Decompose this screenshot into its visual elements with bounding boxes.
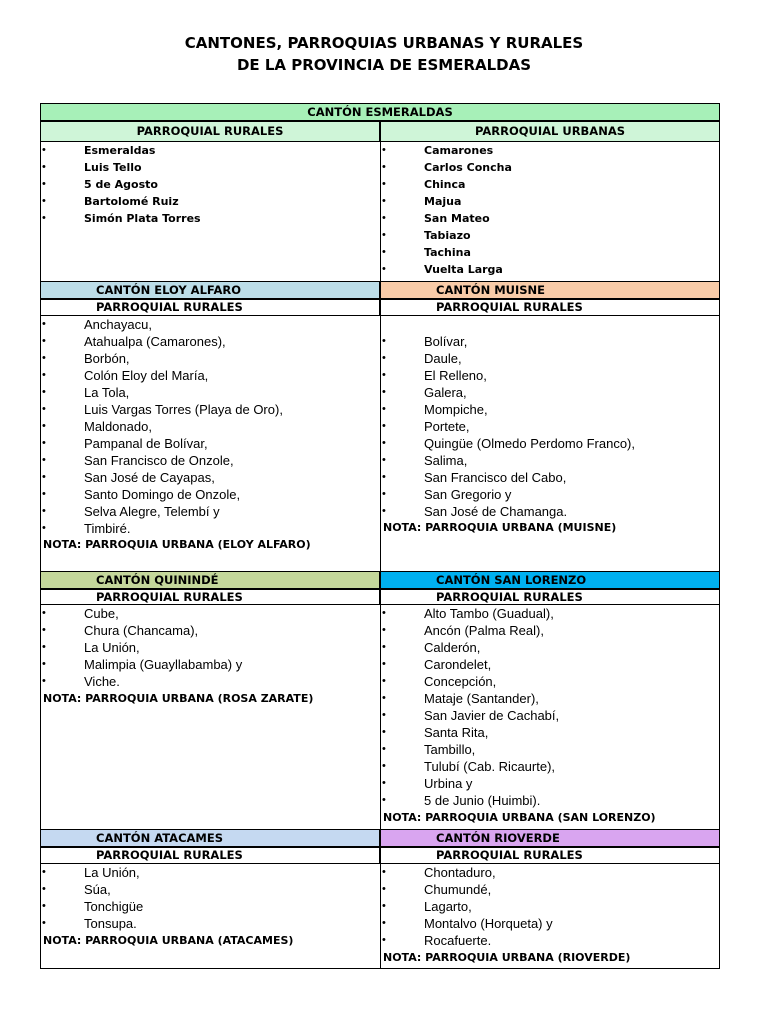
list-item-label: Luis Vargas Torres (Playa de Oro),	[84, 402, 283, 417]
list-item	[382, 227, 712, 244]
esmeraldas-urbanas-header: PARROQUIAL URBANAS	[380, 121, 720, 142]
list-item	[42, 915, 372, 932]
list-item-label: Urbina y	[424, 776, 473, 791]
bullet-icon: •	[42, 505, 46, 517]
list-item	[382, 210, 712, 227]
list-item	[382, 193, 712, 210]
list-item-label: Chumundé,	[424, 882, 492, 897]
list-item-label: Viche.	[84, 674, 120, 689]
list-item-label: Pampanal de Bolívar,	[84, 436, 208, 451]
list-item	[382, 176, 712, 193]
bullet-icon: •	[382, 369, 386, 381]
bullet-icon: •	[42, 454, 46, 466]
bullet-icon: •	[382, 709, 386, 721]
list-item	[382, 881, 712, 898]
list-item	[382, 792, 712, 809]
list-item-label: La Tola,	[84, 385, 130, 400]
list-item	[382, 261, 712, 278]
list-item-label: Cube,	[84, 606, 119, 621]
list-item	[382, 142, 712, 159]
list-item-label: Carondelet,	[424, 657, 492, 672]
list-item-label: Súa,	[84, 882, 111, 897]
canton-rioverde-header: CANTÓN RIOVERDE	[380, 829, 720, 847]
list-item	[42, 881, 372, 898]
list-item	[382, 758, 712, 775]
list-item-label: Chura (Chancama),	[84, 623, 199, 638]
list-item	[382, 503, 712, 520]
bullet-icon: •	[42, 318, 46, 330]
bullet-icon: •	[42, 883, 46, 895]
bullet-icon: •	[42, 403, 46, 415]
bullet-icon: •	[42, 607, 46, 619]
list-item-label: Anchayacu,	[84, 317, 152, 332]
list-item-label: Colón Eloy del María,	[84, 368, 209, 383]
list-item-label: Bolívar,	[424, 334, 468, 349]
list-item	[42, 350, 372, 367]
list-item	[42, 864, 372, 881]
bullet-icon: •	[42, 369, 46, 381]
bullet-icon: •	[382, 607, 386, 619]
bullet-icon: •	[382, 488, 386, 500]
list-item	[42, 656, 372, 673]
list-item-label: Alto Tambo (Guadual),	[424, 606, 554, 621]
list-item-label: Majua	[424, 195, 462, 208]
list-item	[382, 469, 712, 486]
bullet-icon: •	[382, 229, 386, 241]
list-item	[42, 384, 372, 401]
list-item-label: Tulubí (Cab. Ricaurte),	[424, 759, 556, 774]
bullet-icon: •	[382, 692, 386, 704]
bullet-icon: •	[382, 777, 386, 789]
list-item	[382, 898, 712, 915]
list-item	[42, 605, 372, 622]
list-item	[42, 142, 372, 159]
list-item	[42, 333, 372, 350]
bullet-icon: •	[42, 675, 46, 687]
bullet-icon: •	[42, 624, 46, 636]
bullet-icon: •	[382, 675, 386, 687]
list-item-label: 5 de Junio (Huimbi).	[424, 793, 541, 808]
list-item	[382, 656, 712, 673]
rioverde-nota: NOTA: PARROQUIA URBANA (RIOVERDE)	[383, 951, 631, 964]
bullet-icon: •	[42, 658, 46, 670]
list-item-label: Simón Plata Torres	[84, 212, 201, 225]
list-item-label: Portete,	[424, 419, 470, 434]
bullet-icon: •	[382, 658, 386, 670]
list-item	[382, 350, 712, 367]
list-item	[42, 520, 372, 537]
san-lorenzo-rurales-header: PARROQUIAL RURALES	[380, 589, 720, 605]
list-item-label: Camarones	[424, 144, 494, 157]
list-item-label: Galera,	[424, 385, 467, 400]
bullet-icon: •	[42, 161, 46, 173]
bullet-icon: •	[382, 743, 386, 755]
list-item-label: Tonchigüe	[84, 899, 144, 914]
atacames-nota: NOTA: PARROQUIA URBANA (ATACAMES)	[43, 934, 294, 947]
esmeraldas-urbanas-list	[382, 142, 712, 278]
muisne-nota: NOTA: PARROQUIA URBANA (MUISNE)	[383, 521, 617, 534]
list-item	[42, 486, 372, 503]
bullet-icon: •	[42, 437, 46, 449]
bullet-icon: •	[382, 794, 386, 806]
list-item-label: La Unión,	[84, 865, 140, 880]
bullet-icon: •	[42, 917, 46, 929]
bullet-icon: •	[382, 437, 386, 449]
bullet-icon: •	[382, 212, 386, 224]
list-item	[382, 452, 712, 469]
list-item-label: Borbón,	[84, 351, 130, 366]
bullet-icon: •	[42, 144, 46, 156]
list-item	[382, 915, 712, 932]
quininde-rurales-list	[42, 605, 372, 690]
atacames-rurales-list	[42, 864, 372, 932]
list-item-label: Tachina	[424, 246, 471, 259]
list-item-label: Tabiazo	[424, 229, 471, 242]
list-item	[382, 707, 712, 724]
esmeraldas-rurales-list	[42, 142, 372, 227]
list-item-label: Luis Tello	[84, 161, 142, 174]
eloy-alfaro-nota: NOTA: PARROQUIA URBANA (ELOY ALFARO)	[43, 538, 311, 551]
list-item	[42, 367, 372, 384]
list-item-label: Santo Domingo de Onzole,	[84, 487, 241, 502]
list-item-label: San Mateo	[424, 212, 490, 225]
list-item	[42, 469, 372, 486]
list-item	[42, 435, 372, 452]
list-item-label: Quingüe (Olmedo Perdomo Franco),	[424, 436, 635, 451]
eloy-alfaro-rurales-list	[42, 316, 372, 537]
bullet-icon: •	[42, 522, 46, 534]
list-item	[382, 775, 712, 792]
canton-san-lorenzo-header: CANTÓN SAN LORENZO	[380, 571, 720, 589]
bullet-icon: •	[382, 934, 386, 946]
list-item-label: San Javier de Cachabí,	[424, 708, 560, 723]
bullet-icon: •	[382, 420, 386, 432]
list-item-label: Salima,	[424, 453, 468, 468]
list-item	[382, 384, 712, 401]
list-item-label: La Unión,	[84, 640, 140, 655]
list-item-label: Mataje (Santander),	[424, 691, 539, 706]
list-item	[42, 401, 372, 418]
list-item-label: Mompiche,	[424, 402, 488, 417]
list-item-label: Selva Alegre, Telembí y	[84, 504, 220, 519]
list-item-label: Lagarto,	[424, 899, 472, 914]
list-item	[382, 401, 712, 418]
bullet-icon: •	[42, 866, 46, 878]
bullet-icon: •	[382, 471, 386, 483]
list-item	[382, 864, 712, 881]
canton-quininde-header: CANTÓN QUININDÉ	[40, 571, 380, 589]
list-item-label: San José de Cayapas,	[84, 470, 215, 485]
list-item	[42, 210, 372, 227]
list-item-label: Chinca	[424, 178, 466, 191]
list-item-label: San Gregorio y	[424, 487, 512, 502]
list-item-label: Daule,	[424, 351, 462, 366]
list-item-label: Calderón,	[424, 640, 481, 655]
atacames-rurales-header: PARROQUIAL RURALES	[40, 847, 380, 864]
list-item	[382, 244, 712, 261]
bullet-icon: •	[42, 386, 46, 398]
list-item-label: Maldonado,	[84, 419, 152, 434]
list-item	[42, 503, 372, 520]
list-item	[42, 316, 372, 333]
bullet-icon: •	[382, 335, 386, 347]
bullet-icon: •	[382, 161, 386, 173]
list-item-label: Santa Rita,	[424, 725, 489, 740]
list-item	[382, 932, 712, 949]
list-item	[382, 690, 712, 707]
bullet-icon: •	[382, 641, 386, 653]
list-item	[42, 673, 372, 690]
list-item-label: Malimpia (Guayllabamba) y	[84, 657, 243, 672]
bullet-icon: •	[382, 726, 386, 738]
list-item-label: San Francisco del Cabo,	[424, 470, 567, 485]
table-border-right	[719, 103, 720, 969]
esmeraldas-rurales-header: PARROQUIAL RURALES	[40, 121, 380, 142]
rioverde-rurales-list	[382, 864, 712, 949]
list-item-label: Bartolomé Ruiz	[84, 195, 179, 208]
bullet-icon: •	[382, 454, 386, 466]
list-item-label: San Francisco de Onzole,	[84, 453, 234, 468]
canton-muisne-header: CANTÓN MUISNE	[380, 281, 720, 299]
bullet-icon: •	[42, 471, 46, 483]
list-item	[42, 452, 372, 469]
bullet-icon: •	[382, 505, 386, 517]
list-item	[382, 367, 712, 384]
table-border-left	[40, 103, 41, 969]
bullet-icon: •	[42, 900, 46, 912]
bullet-icon: •	[382, 883, 386, 895]
list-item	[42, 639, 372, 656]
bullet-icon: •	[382, 866, 386, 878]
bullet-icon: •	[382, 263, 386, 275]
bullet-icon: •	[382, 195, 386, 207]
list-item	[42, 159, 372, 176]
bullet-icon: •	[382, 352, 386, 364]
bullet-icon: •	[382, 246, 386, 258]
list-item	[382, 622, 712, 639]
list-item-label: Concepción,	[424, 674, 497, 689]
bullet-icon: •	[382, 386, 386, 398]
quininde-rurales-header: PARROQUIAL RURALES	[40, 589, 380, 605]
list-item-label: San José de Chamanga.	[424, 504, 568, 519]
canton-eloy-alfaro-header: CANTÓN ELOY ALFARO	[40, 281, 380, 299]
list-item-label: Vuelta Larga	[424, 263, 503, 276]
list-item	[382, 159, 712, 176]
list-item-label: Ancón (Palma Real),	[424, 623, 544, 638]
canton-esmeraldas-header: CANTÓN ESMERALDAS	[40, 103, 720, 121]
bullet-icon: •	[382, 900, 386, 912]
list-item	[42, 193, 372, 210]
list-item	[382, 435, 712, 452]
bullet-icon: •	[382, 624, 386, 636]
list-item	[382, 418, 712, 435]
bullet-icon: •	[42, 212, 46, 224]
list-item-label: Timbiré.	[84, 521, 131, 536]
bullet-icon: •	[382, 144, 386, 156]
list-item-label: El Relleno,	[424, 368, 487, 383]
list-item	[382, 741, 712, 758]
bullet-icon: •	[42, 641, 46, 653]
muisne-rurales-list	[382, 333, 712, 520]
bullet-icon: •	[42, 352, 46, 364]
quininde-nota: NOTA: PARROQUIA URBANA (ROSA ZARATE)	[43, 692, 314, 705]
bullet-icon: •	[42, 488, 46, 500]
document-title-line-2: DE LA PROVINCIA DE ESMERALDAS	[236, 56, 532, 74]
list-item	[382, 605, 712, 622]
bullet-icon: •	[42, 420, 46, 432]
muisne-rurales-header: PARROQUIAL RURALES	[380, 299, 720, 316]
list-item-label: Rocafuerte.	[424, 933, 492, 948]
list-item	[42, 898, 372, 915]
bullet-icon: •	[382, 760, 386, 772]
table-border-bottom	[40, 968, 720, 969]
list-item-label: Esmeraldas	[84, 144, 156, 157]
list-item	[382, 724, 712, 741]
san-lorenzo-nota: NOTA: PARROQUIA URBANA (SAN LORENZO)	[383, 811, 656, 824]
list-item-label: Tambillo,	[424, 742, 476, 757]
rioverde-rurales-header: PARROQUIAL RURALES	[380, 847, 720, 864]
table-column-divider	[380, 121, 381, 968]
san-lorenzo-rurales-list	[382, 605, 712, 809]
list-item	[382, 486, 712, 503]
list-item-label: Chontaduro,	[424, 865, 496, 880]
list-item-label: 5 de Agosto	[84, 178, 158, 191]
bullet-icon: •	[382, 178, 386, 190]
list-item	[382, 333, 712, 350]
bullet-icon: •	[382, 917, 386, 929]
list-item-label: Tonsupa.	[84, 916, 137, 931]
list-item	[382, 673, 712, 690]
bullet-icon: •	[382, 403, 386, 415]
list-item-label: Carlos Concha	[424, 161, 512, 174]
list-item	[42, 418, 372, 435]
bullet-icon: •	[42, 195, 46, 207]
eloy-alfaro-rurales-header: PARROQUIAL RURALES	[40, 299, 380, 316]
list-item	[382, 639, 712, 656]
list-item-label: Atahualpa (Camarones),	[84, 334, 226, 349]
canton-atacames-header: CANTÓN ATACAMES	[40, 829, 380, 847]
bullet-icon: •	[42, 178, 46, 190]
document-title-line-1: CANTONES, PARROQUIAS URBANAS Y RURALES	[184, 34, 584, 52]
list-item-label: Montalvo (Horqueta) y	[424, 916, 553, 931]
bullet-icon: •	[42, 335, 46, 347]
list-item	[42, 622, 372, 639]
list-item	[42, 176, 372, 193]
